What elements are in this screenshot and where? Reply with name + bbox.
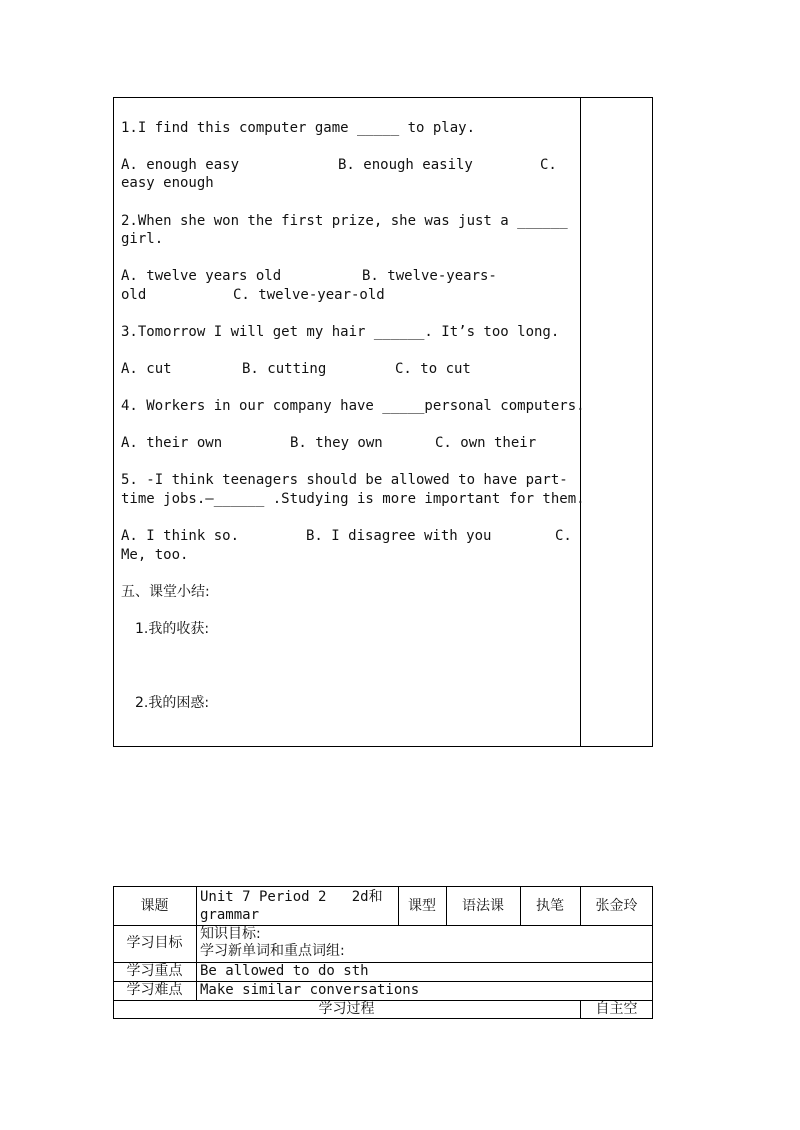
q1-stem: 1.I find this computer game _____ to play. [121, 120, 476, 136]
col-divider [196, 886, 197, 1000]
goal-line2: 学习新单词和重点词组: [200, 943, 345, 959]
topic-label: 课题 [140, 898, 169, 914]
confusion-label: 2.我的困惑: [135, 695, 210, 711]
process-label: 学习过程 [318, 1001, 375, 1017]
q3-option-b: B. cutting [242, 361, 327, 377]
q1-option-a: A. enough easy [121, 157, 240, 173]
type-value: 语法课 [462, 898, 504, 914]
q2-option-b-line2: old [121, 287, 147, 303]
summary-heading: 五、课堂小结: [121, 584, 210, 600]
row-divider [113, 925, 653, 926]
q3-stem: 3.Tomorrow I will get my hair ______. It’s too long. [121, 324, 560, 340]
q2-option-c: C. twelve-year-old [233, 287, 385, 303]
q5-stem-line1: 5. -I think teenagers should be allowed to have part- [121, 472, 568, 488]
q5-option-c-text: Me, too. [121, 547, 189, 563]
topic-value-line1: Unit 7 Period 2 2d和 [200, 889, 383, 905]
q2-stem-line1: 2.When she won the first prize, she was just a ______ [121, 213, 568, 229]
difficulty-value: Make similar conversations [200, 982, 420, 998]
q4-option-c: C. own their [435, 435, 537, 451]
topic-value-line2: grammar [200, 907, 260, 923]
exercise-table [113, 97, 653, 747]
author-value: 张金玲 [595, 898, 638, 914]
goal-label: 学习目标 [126, 935, 183, 951]
q5-option-a: A. I think so. [121, 528, 240, 544]
type-label: 课型 [408, 898, 436, 914]
q3-option-c: C. to cut [395, 361, 471, 377]
q3-option-a: A. cut [121, 361, 172, 377]
q1-option-b: B. enough easily [338, 157, 473, 173]
q2-option-a: A. twelve years old [121, 268, 282, 284]
q4-option-b: B. they own [290, 435, 383, 451]
self-study-label: 自主空 [595, 1001, 638, 1017]
q4-stem: 4. Workers in our company have _____personal computers. [121, 398, 585, 414]
q2-stem-line2: girl. [121, 231, 164, 247]
key-label: 学习重点 [126, 963, 183, 979]
goal-line1: 知识目标: [200, 926, 261, 942]
q5-stem-line2: time jobs.—______ .Studying is more important for them. [121, 491, 585, 507]
gain-label: 1.我的收获: [135, 621, 210, 637]
q1-option-c-text: easy enough [121, 175, 214, 191]
q1-option-c-label: C. [540, 157, 557, 173]
exercise-table-divider [580, 97, 581, 747]
q4-option-a: A. their own [121, 435, 223, 451]
difficulty-label: 学习难点 [126, 982, 183, 998]
q5-option-b: B. I disagree with you [306, 528, 492, 544]
q5-option-c-label: C. [555, 528, 572, 544]
key-value: Be allowed to do sth [200, 963, 369, 979]
author-label: 执笔 [536, 898, 564, 914]
q2-option-b-line1: B. twelve-years- [362, 268, 497, 284]
